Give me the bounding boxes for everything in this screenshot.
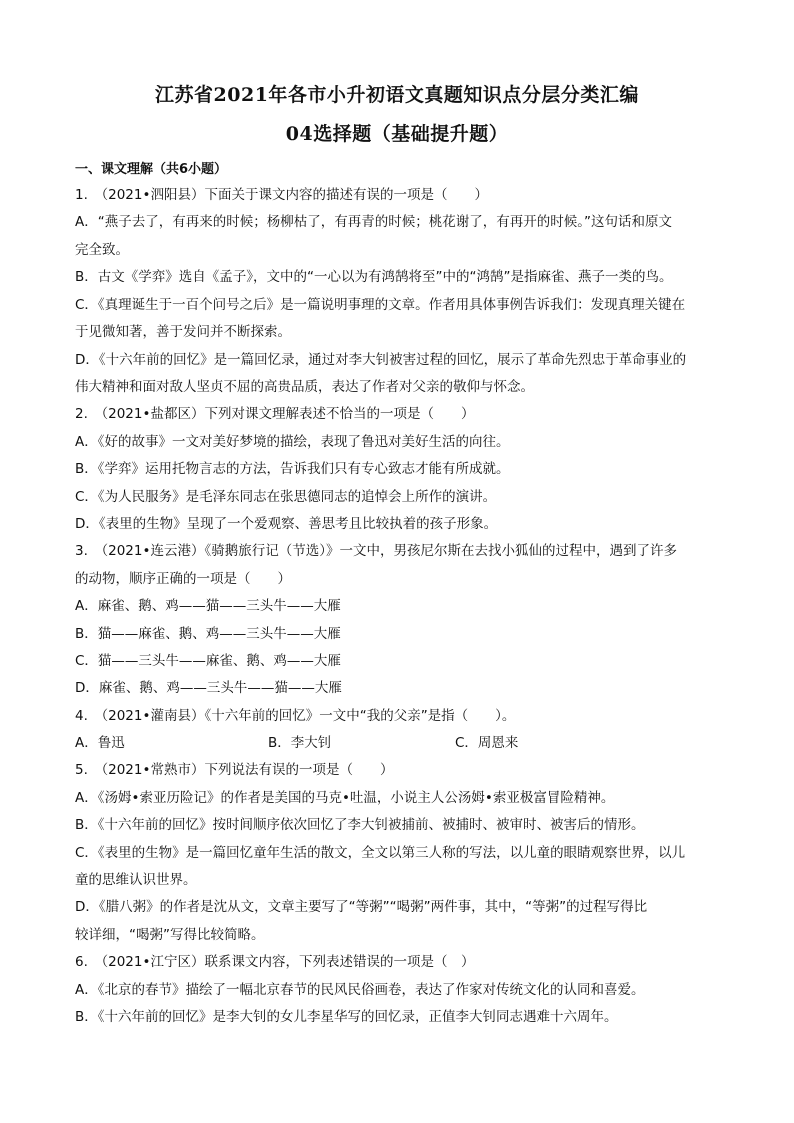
question-5-option: C．《表里的生物》是一篇回忆童年生活的散文，全文以第三人称的写法，以儿童的眼睛观察世界，以儿 xyxy=(75,845,686,861)
question-1-option: 完全致。 xyxy=(75,242,129,258)
question-3-option: A．麻雀、鹅、鸡——猫——三头牛——大雁 xyxy=(75,598,341,614)
question-2-stem: 2. （2021•盐都区）下列对课文理解表述不恰当的一项是（ ） xyxy=(75,406,475,422)
question-2-option: A．《好的故事》一文对美好梦境的描绘，表现了鲁迅对美好生活的向往。 xyxy=(75,434,510,450)
question-3-option: C．猫——三头牛——麻雀、鹅、鸡——大雁 xyxy=(75,653,341,669)
question-1-option: D．《十六年前的回忆》是一篇回忆录，通过对李大钊被害过程的回忆，展示了革命先烈忠于革命事业的 xyxy=(75,352,687,368)
question-3-option: D．麻雀、鹅、鸡——三头牛——猫——大雁 xyxy=(75,680,342,696)
question-1-option: C．《真理诞生于一百个问号之后》是一篇说明事理的文章。作者用具体事例告诉我们：发现真理关键在 xyxy=(75,297,686,313)
question-5-option: 童的思维认识世界。 xyxy=(75,872,197,888)
question-2-option: C．《为人民服务》是毛泽东同志在张思德同志的追悼会上所作的演讲。 xyxy=(75,489,497,505)
question-3-stem: 3. （2021•连云港）《骑鹅旅行记（节选）》一文中，男孩尼尔斯在去找小狐仙的过程中，遇到了许多 xyxy=(75,543,677,559)
document-subtitle: 04选择题（基础提升题） xyxy=(285,123,509,145)
question-1-option: 伟大精神和面对敌人坚贞不屈的高贵品质，表达了作者对父亲的敬仰与怀念。 xyxy=(75,379,534,395)
question-5-stem: 5. （2021•常熟市）下列说法有误的一项是（ ） xyxy=(75,762,394,778)
question-5-option: D．《腊八粥》的作者是沈从文，文章主要写了“等粥”“喝粥”两件事，其中，“等粥”的过程写得比 xyxy=(75,899,648,915)
question-2-option: D．《表里的生物》呈现了一个爱观察、善思考且比较执着的孩子形象。 xyxy=(75,516,498,532)
question-6-option: B．《十六年前的回忆》是李大钊的女儿李星华写的回忆录，正值李大钊同志遇难十六周年。 xyxy=(75,1009,618,1025)
question-1-option: B．古文《学弈》选自《孟子》，文中的“一心以为有鸿鹄将至”中的“鸿鹄”是指麻雀、燕子一类的鸟。 xyxy=(75,269,673,285)
question-4-stem: 4. （2021•灌南县）《十六年前的回忆》一文中“我的父亲”是指（ ）。 xyxy=(75,708,516,724)
question-4-option: A．鲁迅 xyxy=(75,735,125,751)
section-heading: 一、课文理解（共6小题） xyxy=(75,162,228,177)
question-5-option: A．《汤姆•索亚历险记》的作者是美国的马克•吐温，小说主人公汤姆•索亚极富冒险精神。 xyxy=(75,790,615,806)
question-4-option: B．李大钊 xyxy=(268,735,332,751)
question-5-option: B．《十六年前的回忆》按时间顺序依次回忆了李大钊被捕前、被捕时、被审时、被害后的情形。 xyxy=(75,817,645,833)
question-3-stem-cont: 的动物，顺序正确的一项是（ ） xyxy=(75,571,291,587)
question-1-option: 于见微知著，善于发问并不断探索。 xyxy=(75,324,291,340)
question-1-stem: 1. （2021•泗阳县）下面关于课文内容的描述有误的一项是（ ） xyxy=(75,187,488,203)
question-6-option: A．《北京的春节》描绘了一幅北京春节的民风民俗画卷，表达了作家对传统文化的认同和喜爱。 xyxy=(75,982,645,998)
question-5-option: 较详细，“喝粥”写得比较简略。 xyxy=(75,927,265,943)
question-1-option: A．“燕子去了，有再来的时候；杨柳枯了，有再青的时候；桃花谢了，有再开的时候。”这句话和原文 xyxy=(75,214,672,230)
question-3-option: B．猫——麻雀、鹅、鸡——三头牛——大雁 xyxy=(75,626,341,642)
question-4-option: C．周恩来 xyxy=(455,735,519,751)
document-title: 江苏省2021年各市小升初语文真题知识点分层分类汇编 xyxy=(155,84,639,106)
question-6-stem: 6. （2021•江宁区）联系课文内容，下列表述错误的一项是（ ） xyxy=(75,954,475,970)
question-2-option: B．《学弈》运用托物言志的方法，告诉我们只有专心致志才能有所成就。 xyxy=(75,461,510,477)
